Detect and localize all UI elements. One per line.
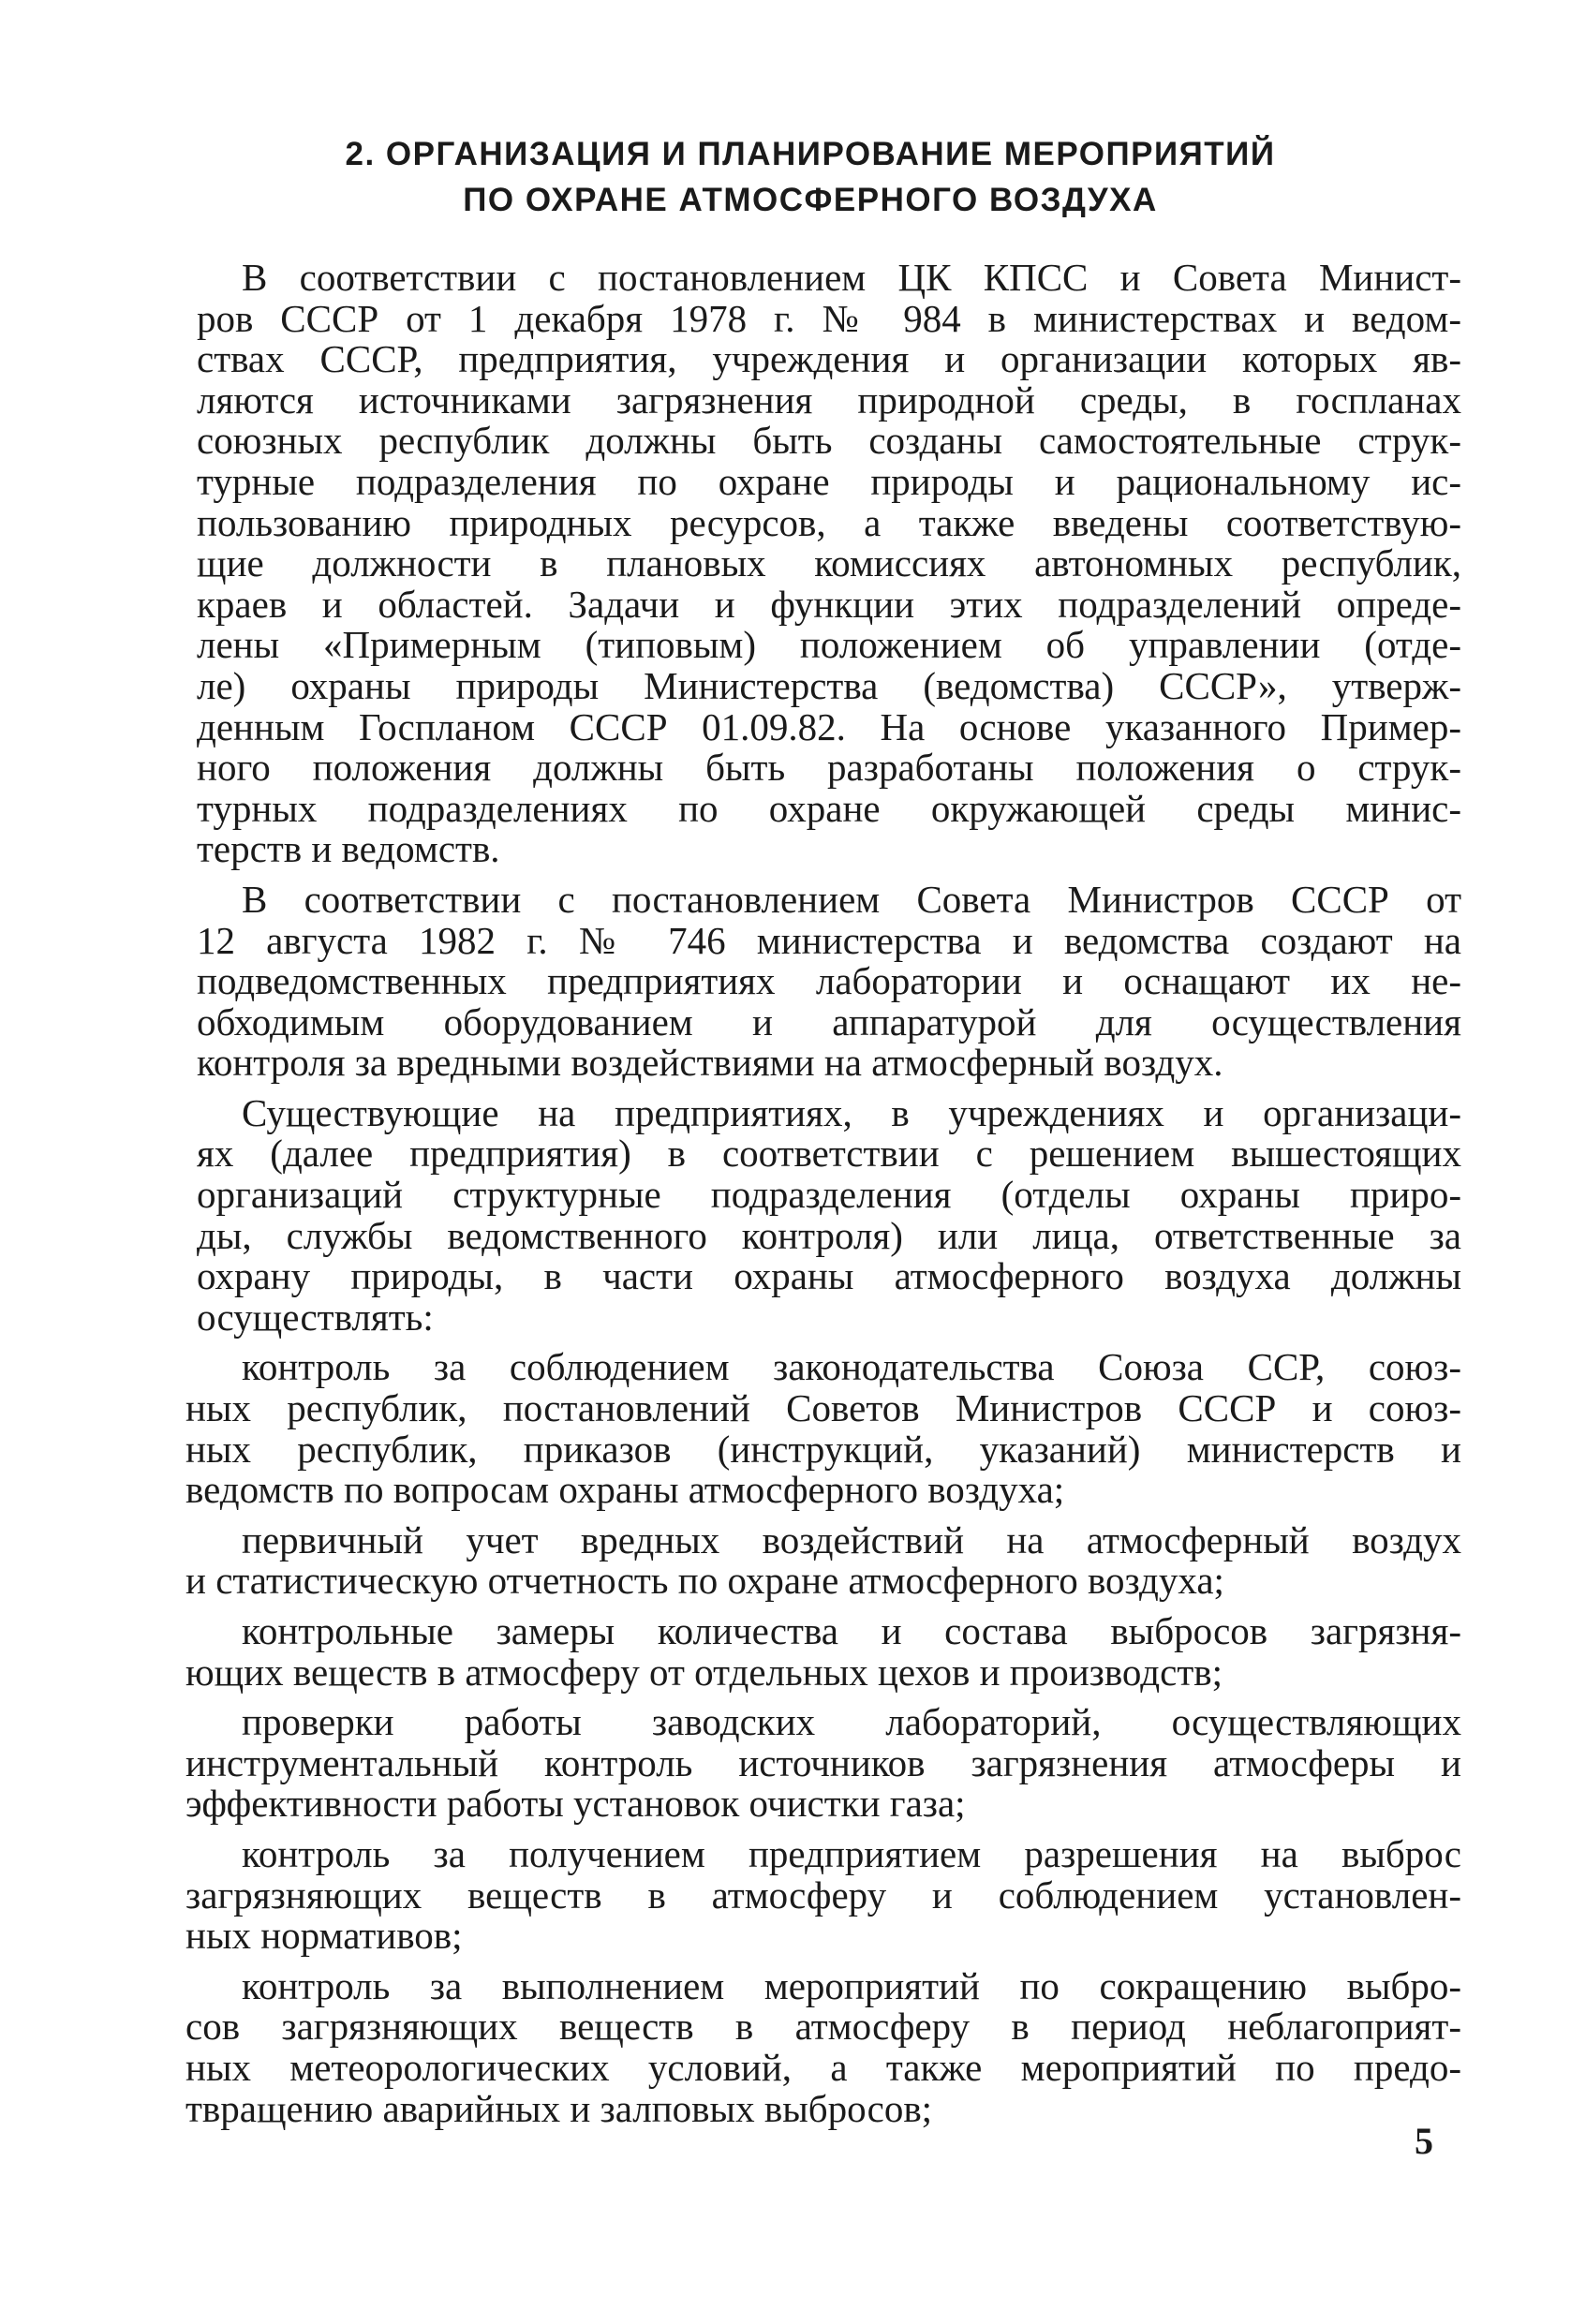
paragraph-line: щие должности в плановых комиссиях автономных республик, [197, 541, 1461, 585]
paragraph-line: ляются источниками загрязнения природной среды, в госпланах [197, 377, 1461, 422]
list-item [185, 1702, 1461, 1825]
list-item-line: проверки работы заводских лабораторий, осуществляющих [242, 1700, 1461, 1744]
paragraph-line: турных подразделениях по охране окружающей среды минис- [197, 786, 1461, 830]
paragraph-line: ды, службы ведомственного контроля) или лица, ответственные за [197, 1213, 1461, 1257]
paragraph-line: контроля за вредными воздействиями на атмосферный воздух. [197, 1041, 1223, 1085]
paragraph-line: ях (далее предприятия) в соответствии с решением вышестоящих [197, 1132, 1461, 1176]
list-item-line: контроль за выполнением мероприятий по сокращению выбро- [242, 1963, 1461, 2007]
paragraph-line: ного положения должны быть разработаны положения о струк- [197, 746, 1461, 790]
list-item [185, 1831, 1461, 1958]
section-heading [187, 131, 1433, 223]
paragraph-line: Существующие на предприятиях, в учреждениях и организаци- [242, 1090, 1461, 1134]
list-item-line: и статистическую отчетность по охране атмосферного воздуха; [185, 1559, 1224, 1603]
section-heading-line-1: 2. ОРГАНИЗАЦИЯ И ПЛАНИРОВАНИЕ МЕРОПРИЯТИЙ [345, 136, 1276, 172]
list-item-line: контроль за получением предприятием разрешения на выброс [242, 1831, 1461, 1875]
list-item-line: сов загрязняющих веществ в атмосферу в период неблагоприят- [185, 2005, 1461, 2049]
paragraph-line: подведомственных предприятиях лаборатории и оснащают их не- [197, 959, 1461, 1003]
paragraph-line: лены «Примерным (типовым) положением об управлении (отде- [197, 623, 1461, 667]
page-number: 5 [1415, 2120, 1433, 2162]
list-item [185, 1963, 1461, 2130]
list-item-line: ных республик, постановлений Советов Министров СССР и союз- [185, 1386, 1461, 1430]
list-item-line: эффективности работы установок очистки газа; [185, 1782, 966, 1826]
paragraph-line: обходимым оборудованием и аппаратурой для осуществления [197, 999, 1461, 1044]
paragraph-line: денным Госпланом СССР 01.09.82. На основе указанного Пример- [197, 704, 1461, 748]
paragraph-line: турные подразделения по охране природы и рациональному ис- [197, 459, 1461, 503]
paragraph-line: В соответствии с постановлением ЦК КПСС и Совета Минист- [242, 256, 1461, 299]
paragraph-line: краев и областей. Задачи и функции этих подразделений опреде- [197, 582, 1461, 626]
paragraph-line: 12 августа 1982 г. № 746 министерства и ведомства создают на [197, 918, 1461, 962]
list-item-line: ных метеорологических условий, а также мероприятий по предо- [185, 2045, 1461, 2089]
list-item-line: первичный учет вредных воздействий на атмосферный воздух [242, 1517, 1461, 1562]
paragraph-line: осуществлять: [197, 1295, 434, 1339]
paragraph-line: охрану природы, в части охраны атмосферного воздуха должны [197, 1254, 1461, 1298]
list-item-line: твращению аварийных и залповых выбросов; [185, 2086, 933, 2130]
paragraph-line: ле) охраны природы Министерства (ведомства) СССР», утверж- [197, 663, 1461, 707]
section-heading-line-2: ПО ОХРАНЕ АТМОСФЕРНОГО ВОЗДУХА [463, 182, 1158, 218]
paragraph-line: организаций структурные подразделения (отделы охраны приро- [197, 1173, 1461, 1217]
list-item-line: ющих веществ в атмосферу от отдельных цехов и производств; [185, 1650, 1223, 1694]
body-text [185, 258, 1461, 2139]
paragraph [185, 258, 1461, 870]
list-item [185, 1517, 1461, 1603]
list-item-line: ведомств по вопросам охраны атмосферного воздуха; [185, 1468, 1065, 1512]
list-item-line: загрязняющих веществ в атмосферу и соблюдением установлен- [185, 1873, 1461, 1917]
paragraph-line: пользованию природных ресурсов, а также введены соответствую- [197, 500, 1461, 544]
paragraph-line: ствах СССР, предприятия, учреждения и организации которых яв- [197, 337, 1461, 381]
list-item [185, 1611, 1461, 1693]
list-item-line: ных нормативов; [185, 1914, 463, 1958]
list-item-line: ных республик, приказов (инструкций, указаний) министерств и [185, 1427, 1461, 1471]
paragraph-line: терств и ведомств. [197, 827, 500, 871]
paragraph-line: союзных республик должны быть созданы самостоятельные струк- [197, 419, 1461, 463]
paragraph-line: ров СССР от 1 декабря 1978 г. № 984 в министерствах и ведом- [197, 296, 1461, 340]
paragraph [185, 877, 1461, 1085]
list-item-line: инструментальный контроль источников загрязнения атмосферы и [185, 1740, 1461, 1784]
list-item-line: контроль за соблюдением законодательства Союза ССР, союз- [242, 1345, 1461, 1389]
list-item-line: контрольные замеры количества и состава выбросов загрязня- [242, 1609, 1461, 1652]
paragraph-line: В соответствии с постановлением Совета Министров СССР от [242, 877, 1461, 921]
paragraph [185, 1090, 1461, 1339]
list-item [185, 1347, 1461, 1510]
